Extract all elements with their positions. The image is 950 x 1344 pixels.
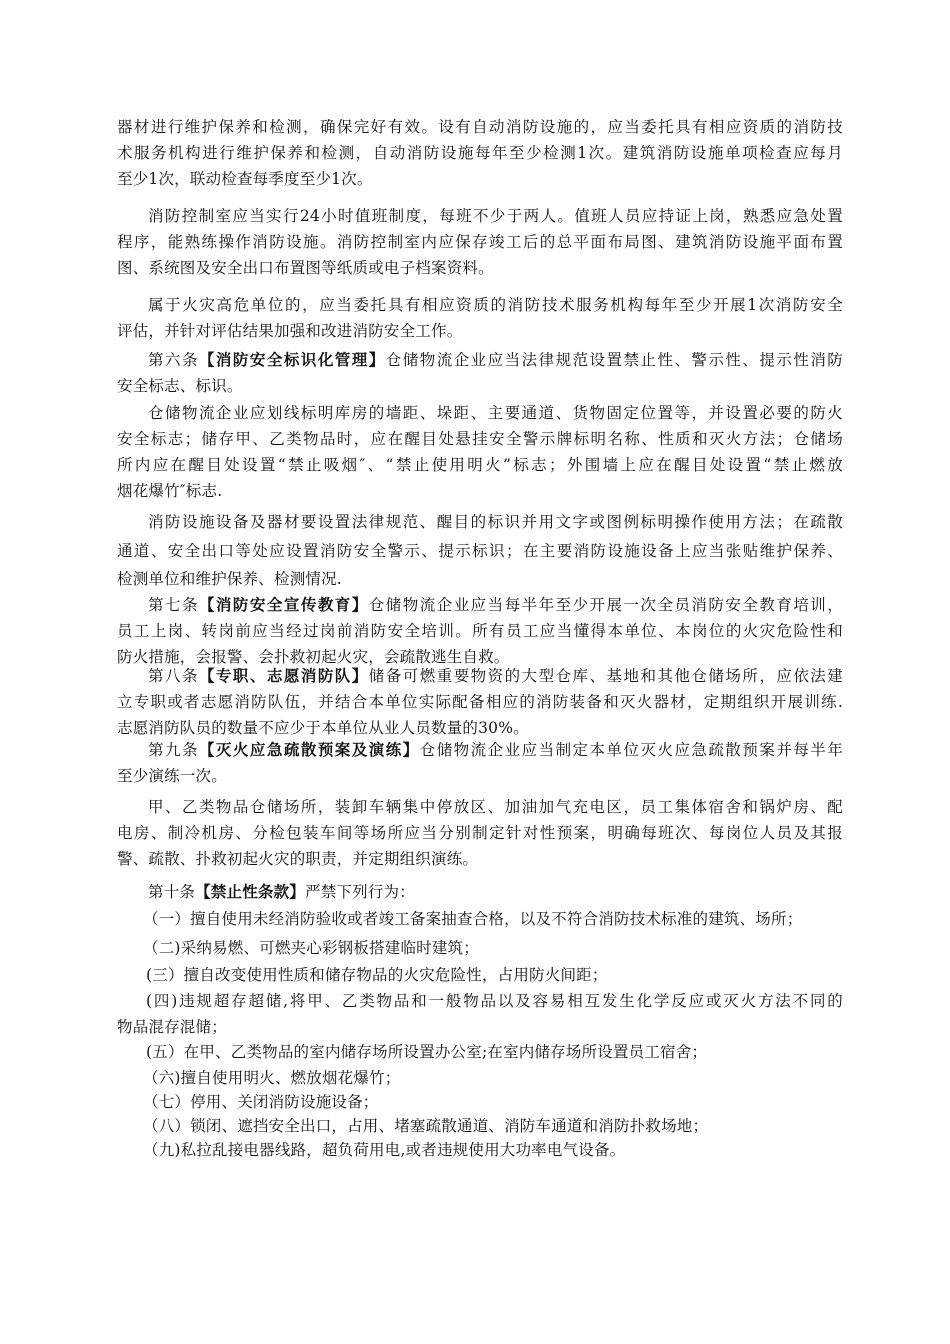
article-heading: 【禁止性条款】 (195, 882, 306, 901)
list-item (117, 1065, 843, 1091)
text-line: 物品混存混储； (117, 1018, 227, 1036)
text-line: 至少演练一次。 (117, 767, 227, 785)
text-run: 仓储物流企业应当制定本单位灭火应急疏散预案并每半年 (419, 741, 843, 759)
article-number: 第七条 (148, 596, 199, 614)
text-line: 评估，并针对评估结果加强和改进消防安全工作。 (117, 322, 463, 340)
text-line: 警、疏散、扑救初起火灾的职责，并定期组织演练。 (117, 850, 479, 868)
paragraph (117, 114, 843, 192)
paragraph (117, 508, 843, 592)
text-line: 至少1次，联动检查每季度至少1次。 (117, 170, 373, 188)
text-line: 术服务机构进行维护保养和检测，自动消防设施每年至少检测1次。建筑消防设施单项检查应每月 (117, 144, 843, 162)
text-line: (五）在甲、乙类物品的室内储存场所设置办公室;在室内储存场所设置员工宿舍； (146, 1043, 708, 1061)
text-line: 消防设施设备及器材要设置法律规范、醒目的标识并用文字或图例标明操作使用方法；在疏散 (148, 513, 843, 531)
article-10 (117, 879, 843, 905)
text-line: 电房、制冷机房、分检包装车间等场所应当分别制定针对性预案，明确每班次、每岗位人员及其报 (117, 824, 843, 842)
text-line (117, 663, 843, 689)
text-line: 通道、安全出口等处应设置消防安全警示、提示标识；在主要消防设施设备上应当张贴维护保养、 (117, 542, 843, 560)
list-item (117, 988, 843, 1040)
text-line: （八）锁闭、遮挡安全出口，占用、堵塞疏散通道、消防车通道和消防扑救场地； (143, 1117, 709, 1135)
article-7 (117, 592, 843, 670)
article-number: 第九条 (148, 741, 199, 759)
text-line: 器材进行维护保养和检测，确保完好有效。设有自动消防设施的，应当委托具有相应资质的消防技 (117, 118, 843, 136)
text-line: 立专职或者志愿消防队伍，并结合本单位实际配备相应的消防装备和灭火器材，定期组织开展训练. (117, 693, 843, 711)
text-line: 安全标志、标识。 (117, 377, 243, 395)
text-line: （六)擅自使用明火、燃放烟花爆竹； (143, 1069, 401, 1087)
text-line (117, 879, 843, 905)
article-heading: 【灭火应急疏散预案及演练】 (198, 740, 420, 759)
text-line: 所内应在醒目处设置“禁止吸烟″、“禁止使用明火”标志；外围墙上应在醒目处设置“禁止燃放 (117, 456, 843, 474)
text-line: 图、系统图及安全出口布置图等纸质或电子档案资料。 (117, 259, 494, 277)
text-run: 严禁下列行为： (305, 883, 415, 901)
text-run: 仓储物流企业应当每半年至少开展一次全员消防安全教育培训， (368, 596, 843, 614)
article-number: 第八条 (148, 667, 199, 685)
article-number: 第六条 (148, 351, 199, 369)
text-line: 消防控制室应当实行24小时值班制度，每班不少于两人。值班人员应持证上岗，熟悉应急处置 (148, 207, 843, 225)
list-item (117, 1137, 843, 1163)
text-line: 仓储物流企业应划线标明库房的墙距、垛距、主要通道、货物固定位置等，并设置必要的防火 (148, 404, 843, 422)
list-item (117, 962, 843, 988)
list-item (117, 1089, 843, 1115)
article-heading: 【消防安全标识化管理】 (198, 350, 386, 369)
text-line: （九)私拉乱接电器线路，超负荷用电,或者违规使用大功率电气设备。 (143, 1141, 626, 1159)
text-line: 员工上岗、转岗前应当经过岗前消防安全培训。所有员工应当懂得本单位、本岗位的火灾危险性和 (117, 622, 843, 640)
text-line: (四)违规超存超储,将甲、乙类物品和一般物品以及容易相互发生化学反应或灭火方法不同的 (146, 992, 843, 1010)
text-line (117, 737, 843, 763)
text-line: 安全标志；储存甲、乙类物品时，应在醒目处悬挂安全警示牌标明名称、性质和灭火方法；仓储场 (117, 430, 843, 448)
text-line: 检测单位和维护保养、检测情况. (117, 570, 342, 588)
text-line: (三）擅自改变使用性质和储存物品的火灾危险性，占用防火间距； (146, 966, 608, 984)
text-line: （七）停用、关闭消防设施设备； (143, 1093, 379, 1111)
list-item (117, 1039, 843, 1065)
article-9 (117, 737, 843, 789)
text-line (117, 347, 843, 373)
text-line: 甲、乙类物品仓储场所，装卸车辆集中停放区、加油加气充电区，员工集体宿舍和锅炉房、配 (148, 798, 843, 816)
text-line: 防火措施，会报警、会扑救初起火灾，会疏散逃生自救。 (117, 648, 510, 666)
text-line: 属于火灾高危单位的，应当委托具有相应资质的消防技术服务机构每年至少开展1次消防安全 (148, 296, 843, 314)
list-item (117, 906, 843, 932)
list-item (117, 1113, 843, 1139)
paragraph (117, 794, 843, 872)
article-number: 第十条 (148, 883, 196, 901)
paragraph (117, 292, 843, 344)
text-line: （二)采纳易燃、可燃夹心彩钢板搭建临时建筑； (143, 939, 479, 957)
text-line (117, 592, 843, 618)
paragraph (117, 203, 843, 281)
list-item (117, 935, 843, 961)
text-line: 程序，能熟练操作消防设施。消防控制室内应保存竣工后的总平面布局图、建筑消防设施平面布置 (117, 233, 843, 251)
text-line: （一）擅自使用未经消防验收或者竣工备案抽查合格，以及不符合消防技术标准的建筑、场所； (143, 910, 803, 928)
article-heading: 【消防安全宣传教育】 (198, 595, 369, 614)
paragraph (117, 400, 843, 504)
text-run: 仓储物流企业应当法律规范设置禁止性、警示性、提示性消防 (385, 351, 844, 369)
article-8 (117, 663, 843, 741)
text-line: 烟花爆竹″标志. (117, 482, 223, 500)
text-line: 志愿消防队员的数量不应少于本单位从业人员数量的30%。 (117, 719, 529, 737)
text-run: 储备可燃重要物资的大型仓库、基地和其他仓储场所，应依法建 (368, 667, 843, 685)
article-heading: 【专职、志愿消防队】 (198, 666, 369, 685)
article-6 (117, 347, 843, 399)
